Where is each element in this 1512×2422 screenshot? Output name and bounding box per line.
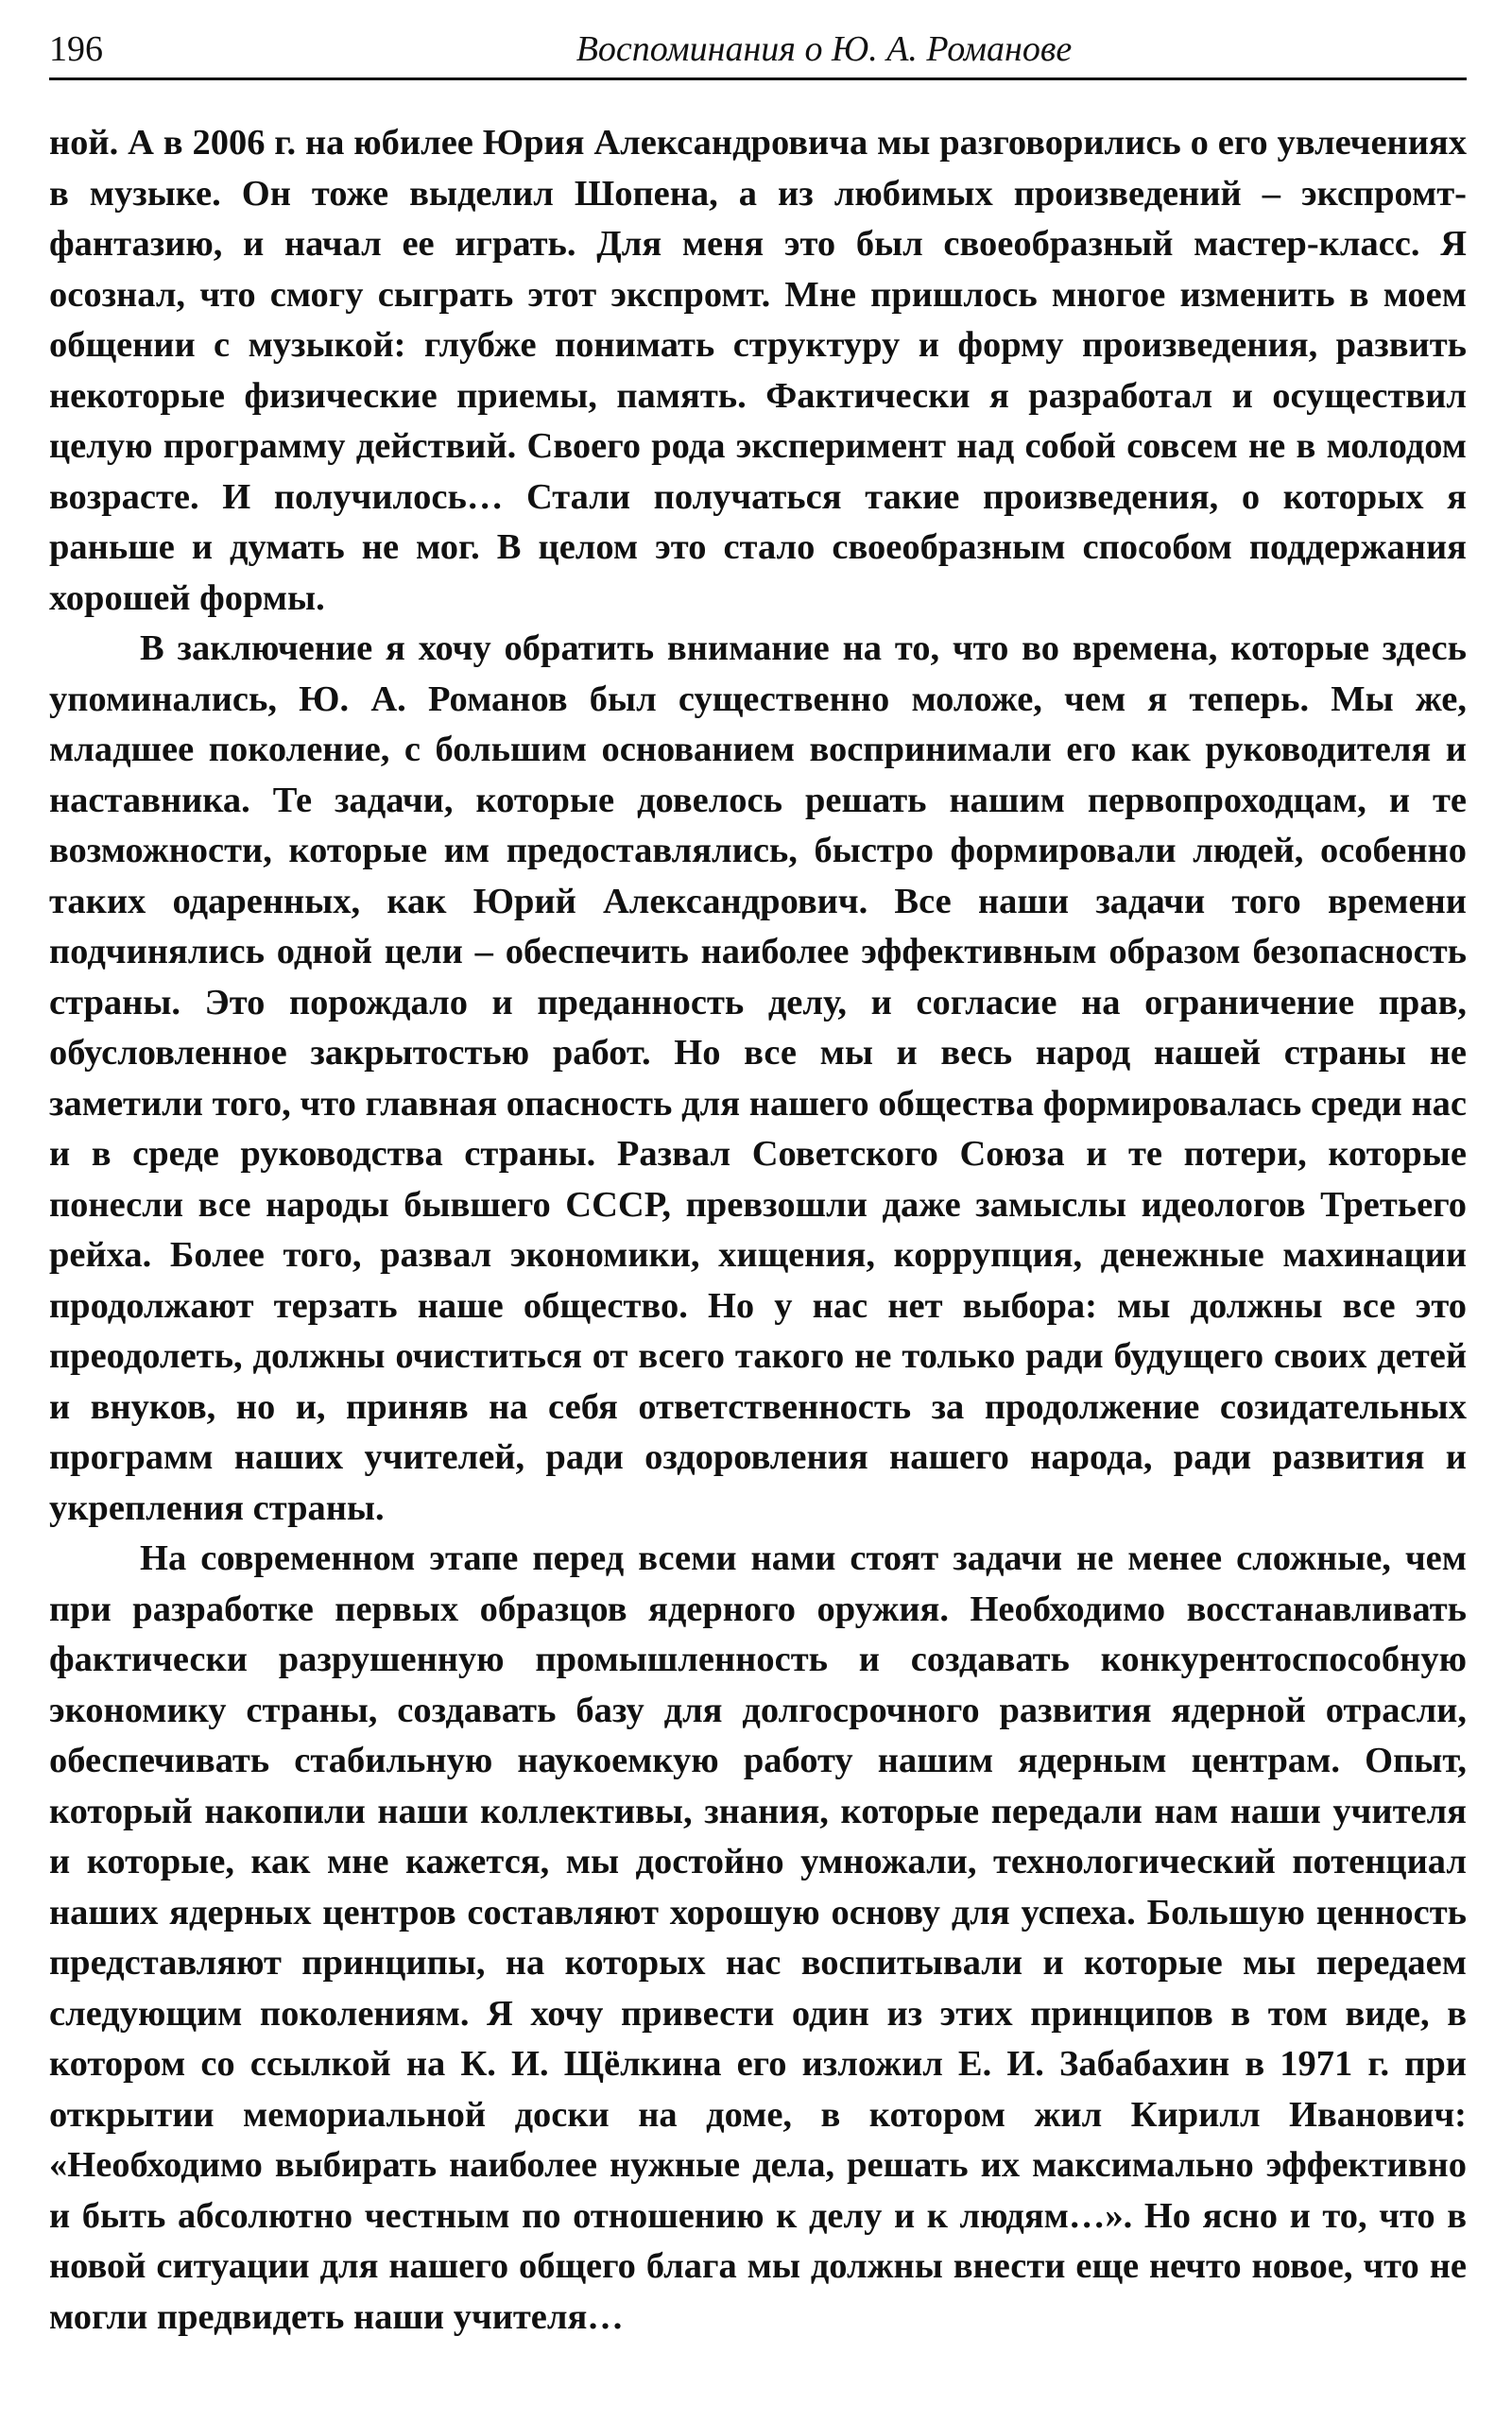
paragraph-conclusion: В заключение я хочу обратить внимание на то, что во времена, которые здесь упоминались, Ю. А. Романов был существенно моложе, чем я теперь. Мы же, младшее поколение, с большим основанием воспринимали его как руководителя и наставника. Те задачи, которые довелось решать нашим первопроходцам, и те возможности, которые им предоставлялись, быстро формировали людей, особенно таких одаренных, как Юрий Александрович. Все наши задачи того времени подчинялись одной цели – обеспечить наиболее эффективным образом безопасность страны. Это порождало и преданность делу, и согласие на ограничение прав, обусловленное закрытостью работ. Но все мы и весь народ нашей страны не заметили того, что главная опасность для нашего общества формировалась среди нас и в среде руководства страны. Развал Советского Союза и те потери, которые понесли все народы бывшего СССР, превзошли даже замыслы идеологов Третьего рейха. Более того, развал экономики, хищения, коррупция, денежные махинации продолжают терзать наше общество. Но у нас нет выбора: мы должны все это преодолеть, должны очиститься от всего такого не только ради будущего своих детей и внуков, но и, приняв на себя ответственность за продолжение созидательных программ наших учителей, ради оздоровления нашего народа, ради развития и укрепления страны. xyxy=(49,628,1467,1528)
page-header xyxy=(49,23,1467,80)
paragraph-modern-stage: На современном этапе перед всеми нами стоят задачи не менее сложные, чем при разработке первых образцов ядерного оружия. Необходимо восстанавливать фактически разрушенную промышленность и создавать конкурентоспособную экономику страны, создавать базу для долгосрочного развития ядерной отрасли, обеспечивать стабильную наукоемкую работу нашим ядерным центрам. Опыт, который накопили наши коллективы, знания, которые передали нам наши учителя и которые, как мне кажется, мы достойно умножали, технологический потенциал наших ядерных центров составляют хорошую основу для успеха. Большую ценность представляют принципы, на которых нас воспитывали и которые мы передаем следующим поколениям. Я хочу привести один из этих принципов в том виде, в котором со ссылкой на К. И. Щёлкина его изложил Е. И. Забабахин в 1971 г. при открытии мемориальной доски на доме, в котором жил Кирилл Иванович: «Необходимо выбирать наиболее нужные дела, решать их максимально эффективно и быть абсолютно честным по отношению к делу и к людям…». Но ясно и то, что в новой ситуации для нашего общего блага мы должны внести еще нечто новое, что не могли предвидеть наши учителя… xyxy=(49,1538,1467,2337)
book-page xyxy=(49,23,1467,2343)
page-number: 196 xyxy=(49,29,103,69)
paragraph-continuation: ной. А в 2006 г. на юбилее Юрия Александровича мы разговорились о его увлечениях в музыке. Он тоже выделил Шопена, а из любимых произведений – экспромт-фантазию, и начал ее играть. Для меня это был своеобразный мастер-класс. Я осознал, что смогу сыграть этот экспромт. Мне пришлось многое изменить в моем общении с музыкой: глубже понимать структуру и форму произведения, развить некоторые физические приемы, память. Фактически я разработал и осуществил целую программу действий. Своего рода эксперимент над собой совсем не в молодом возрасте. И получилось… Стали получаться такие произведения, о которых я раньше и думать не мог. В целом это стало своеобразным способом поддержания хорошей формы. xyxy=(49,123,1467,618)
body-text xyxy=(49,118,1467,2343)
running-title: Воспоминания о Ю. А. Романове xyxy=(576,29,1073,69)
